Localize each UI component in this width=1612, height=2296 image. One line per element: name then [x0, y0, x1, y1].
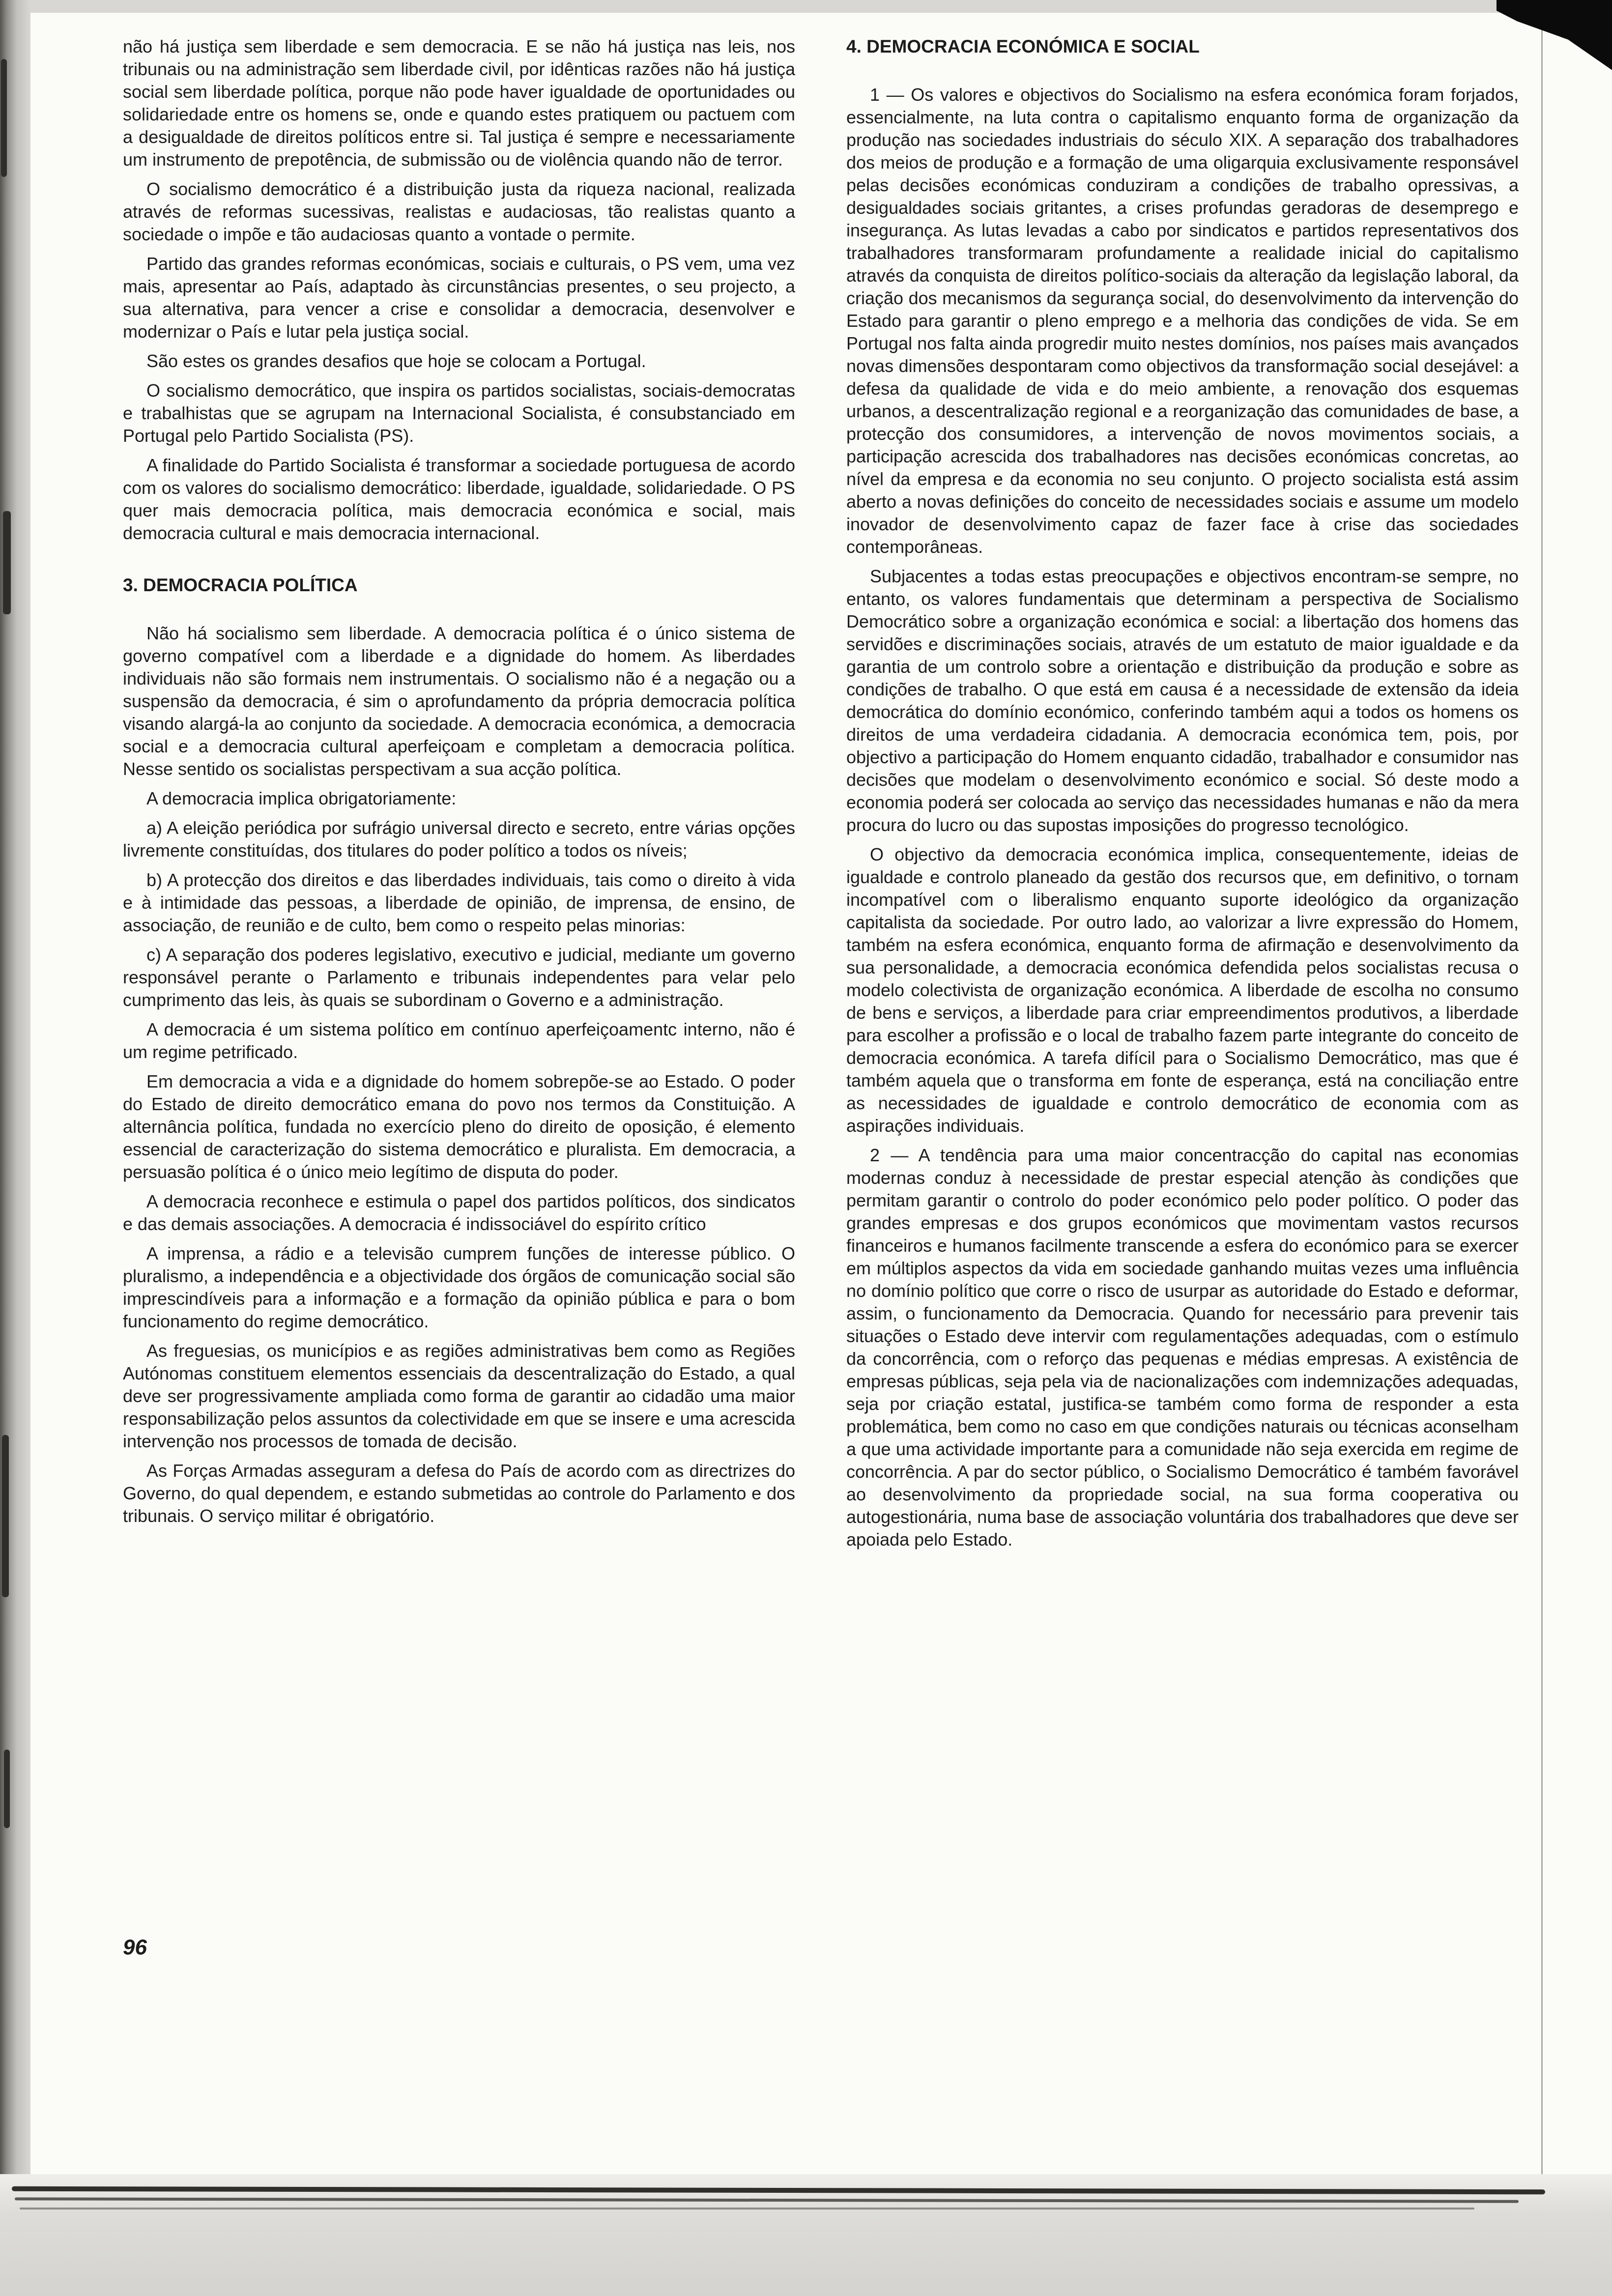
paragraph: A imprensa, a rádio e a televisão cumprem funções de interesse público. O pluralismo, a independência e a objectividade dos órgãos de comunicação social são imprescindíveis para a informação e a formação da opinião pública e para o bom funcionamento do regime democrático.: [123, 1243, 795, 1331]
paragraph: a) A eleição periódica por sufrágio universal directo e secreto, entre várias opções livremente constituídas, dos titulares do poder político a todos os níveis;: [123, 818, 795, 861]
section-heading: 3. DEMOCRACIA POLÍTICA: [123, 575, 358, 595]
paragraph: São estes os grandes desafios que hoje se colocam a Portugal.: [146, 351, 646, 371]
paragraph: Subjacentes a todas estas preocupações e objectivos encontram-se sempre, no entanto, os valores fundamentais que determinam a perspectiva de Socialismo Democrático sobre a organização económica e social: a libertação dos homens das servidões e discriminações sociais, através de um estatuto de maior igualdade e da garantia de um controlo sobre a orientação e distribuição da produção e sobre as condições de trabalho. O que está em causa é a necessidade de extensão da ideia democrática do domínio económico, conferindo também aqui a todos os homens os direitos de uma verdadeira cidadania. A democracia económica tem, pois, por objectivo a participação do Homem enquanto cidadão, trabalhador e consumidor nas decisões que modelam o desenvolvimento económico e social. Só deste modo a economia poderá ser colocada ao serviço das necessidades humanas e não da mera procura do lucro ou das supostas imposições do progresso tecnológico.: [846, 566, 1519, 835]
book-edge-line: [20, 2208, 1474, 2210]
paragraph: A democracia implica obrigatoriamente:: [146, 788, 457, 808]
paragraph: Partido das grandes reformas económicas, sociais e culturais, o PS vem, uma vez mais, apresentar ao País, adaptado às circunstâncias presentes, o seu projecto, a sua alternativa, para vencer a crise e consolidar a democracia, desenvolver e modernizar o País e lutar pela justiça social.: [123, 254, 795, 342]
paragraph: A finalidade do Partido Socialista é transformar a sociedade portuguesa de acordo com os valores do socialismo democrático: liberdade, igualdade, solidariedade. O PS quer mais democracia política, mais democracia económica e social, mais democracia cultural e mais democracia internacional.: [123, 455, 795, 543]
paragraph: O objectivo da democracia económica implica, consequentemente, ideias de igualdade e controlo planeado da gestão dos recursos que, em definitivo, o tornam incompatível com o liberalismo enquanto suporte ideológico da organização capitalista da sociedade. Por outro lado, ao valorizar a livre expressão do Homem, também na esfera económica, enquanto forma de afirmação e desenvolvimento da sua personalidade, a democracia económica defendida pelos socialistas recusa o modelo colectivista de organização económica. A liberdade de escolha no consumo de bens e serviços, a liberdade para criar empreendimentos produtivos, a liberdade para escolher a profissão e o local de trabalho fazem parte integrante do conceito de democracia económica. A tarefa difícil para o Socialismo Democrático, mas que é também aquela que o transforma em fonte de esperança, está na conciliação entre as necessidades de igualdade e controlo democrático de economia com as aspirações individuais.: [846, 844, 1519, 1136]
paragraph: 2 — A tendência para uma maior concentracção do capital nas economias modernas conduz à necessidade de prestar especial atenção às condições que permitam garantir o controlo do poder económico pelo poder político. O poder das grandes empresas e dos grupos económicos que movimentam vastos recursos financeiros e humanos facilmente transcende a esfera do económico para se exercer em múltiplos aspectos da vida em sociedade ganhando muitas vezes uma influência no domínio político que corre o risco de usurpar as autoridade do Estado e deformar, assim, o funcionamento da Democracia. Quando for necessário para prevenir tais situações o Estado deve intervir com regulamentações adequadas, com o estímulo da concorrência, com o reforço das pequenas e médias empresas. A existência de empresas públicas, seja pela via de nacionalizações com indemnizações adequadas, seja por criação estatal, justifica-se também como forma de responder a esta problemática, bem como no caso em que condições naturais ou técnicas aconselham a que uma actividade importante para a comunidade não seja exercida em regime de concorrência. A par do sector público, o Socialismo Democrático é também favorável ao desenvolvimento da propriedade social, na sua forma cooperativa ou autogestionária, numa base de associação voluntária dos trabalhadores que deve ser apoiada pelo Estado.: [846, 1145, 1519, 1550]
document-page: [30, 13, 1612, 2174]
scan-streak: [1, 59, 7, 177]
paragraph: Não há socialismo sem liberdade. A democracia política é o único sistema de governo compatível com a liberdade e a dignidade do homem. As liberdades individuais não são formais nem instrumentais. O socialismo não é a negação ou a suspensão da democracia, é sim o aprofundamento da própria democracia política visando alargá-la ao conjunto da sociedade. A democracia económica, a democracia social e a democracia cultural aperfeiçoam e completam a democracia política. Nesse sentido os socialistas perspectivam a sua acção política.: [123, 623, 795, 779]
paragraph: 1 — Os valores e objectivos do Socialismo na esfera económica foram forjados, essencialmente, na luta contra o capitalismo enquanto forma de organização da produção nas sociedades industriais do século XIX. A separação dos trabalhadores dos meios de produção e a formação de uma oligarquia exclusivamente responsável pelas decisões económicas conduziram a condições de trabalho opressivas, a desigualdades sociais gritantes, a crises profundas geradoras de desemprego e insegurança. As lutas levadas a cabo por sindicatos e partidos representativos dos trabalhadores transformaram profundamente a realidade inicial do capitalismo através da conquista de direitos político-sociais da alteração da legislação laboral, da criação dos mecanismos da segurança social, do desenvolvimento da intervenção do Estado para garantir o pleno emprego e a melhoria das condições de vida. Se em Portugal nos falta ainda progredir muito nestes domínios, nos países mais avançados novas dimensões despontaram como objectivos da transformação social desejável: a defesa da qualidade de vida e do meio ambiente, a renovação dos esquemas urbanos, a descentralização regional e a reorganização das comunidades de base, a protecção dos consumidores, a intervenção de novos movimentos sociais, a participação acrescida dos trabalhadores nas decisões económicas concretas, ao nível da empresa e da economia no seu conjunto. O projecto socialista está assim aberto a novas definições do conceito de necessidades sociais e assume um modelo inovador de desenvolvimento capaz de fazer face à crise das sociedades contemporâneas.: [846, 85, 1519, 557]
paragraph: O socialismo democrático é a distribuição justa da riqueza nacional, realizada através de reformas sucessivas, realistas e audaciosas, tão realistas quanto a sociedade o impõe e tão audaciosas quanto a vontade o permite.: [123, 179, 795, 244]
paragraph: As Forças Armadas asseguram a defesa do País de acordo com as directrizes do Governo, do qual dependem, e estando submetidas ao controle do Parlamento e dos tribunais. O serviço militar é obrigatório.: [123, 1461, 795, 1526]
scan-streak: [2, 1435, 9, 1597]
page-edge-line: [1541, 22, 1543, 2296]
paragraph: c) A separação dos poderes legislativo, executivo e judicial, mediante um governo responsável perante o Parlamento e tribunais independentes para velar pelo cumprimento das leis, às quais se subordinam o Governo e a administração.: [123, 945, 795, 1010]
paragraph: A democracia reconhece e estimula o papel dos partidos políticos, dos sindicatos e das demais associações. A democracia é indissociável do espírito crítico: [123, 1191, 795, 1234]
scan-streak: [4, 1750, 10, 1828]
paragraph: As freguesias, os municípios e as regiões administrativas bem como as Regiões Autónomas constituem elementos essenciais da descentralização do Estado, a qual deve ser progressivamente ampliada como forma de garantir ao cidadão uma maior responsabilização pelos assuntos da colectividade em que se insere e uma acrescida intervenção nos processos de tomada de decisão.: [123, 1341, 795, 1451]
page-number: 96: [123, 1935, 147, 1959]
paragraph: b) A protecção dos direitos e das liberdades individuais, tais como o direito à vida e à intimidade das pessoas, a liberdade de opinião, de imprensa, de ensino, de associação, de reunião e de culto, bem como o respeito pelas minorias:: [123, 870, 795, 935]
left-column: [123, 35, 795, 1527]
paragraph: O socialismo democrático, que inspira os partidos socialistas, sociais-democratas e trabalhistas que se agrupam na Internacional Socialista, é consubstanciado em Portugal pelo Partido Socialista (PS).: [123, 380, 795, 446]
scan-streak: [3, 511, 11, 614]
paragraph: Em democracia a vida e a dignidade do homem sobrepõe-se ao Estado. O poder do Estado de direito democrático emana do povo nos termos da Constituição. A alternância política, fundada no exercício pleno do direito de oposição, é elemento essencial de caracterização do sistema democrático e pluralista. Em democracia, a persuasão política é o único meio legítimo de disputa do poder.: [123, 1071, 795, 1182]
scan-left-edge: [0, 0, 30, 2296]
right-column: [846, 35, 1519, 1551]
paragraph: não há justiça sem liberdade e sem democracia. E se não há justiça nas leis, nos tribunais ou na administração sem liberdade civil, por idênticas razões não há justiça social sem liberdade política, porque não pode haver igualdade de oportunidades ou solidariedade entre os homens se, onde e quando estes pratiquem ou pactuem com a desigualdade de direitos políticos entre si. Tal justiça é sempre e necessariamente um instrumento de prepotência, de submissão ou de violência quando não de terror.: [123, 36, 795, 170]
paragraph: A democracia é um sistema político em contínuo aperfeiçoamentc interno, não é um regime petrificado.: [123, 1019, 795, 1062]
section-heading: 4. DEMOCRACIA ECONÓMICA E SOCIAL: [846, 36, 1200, 57]
